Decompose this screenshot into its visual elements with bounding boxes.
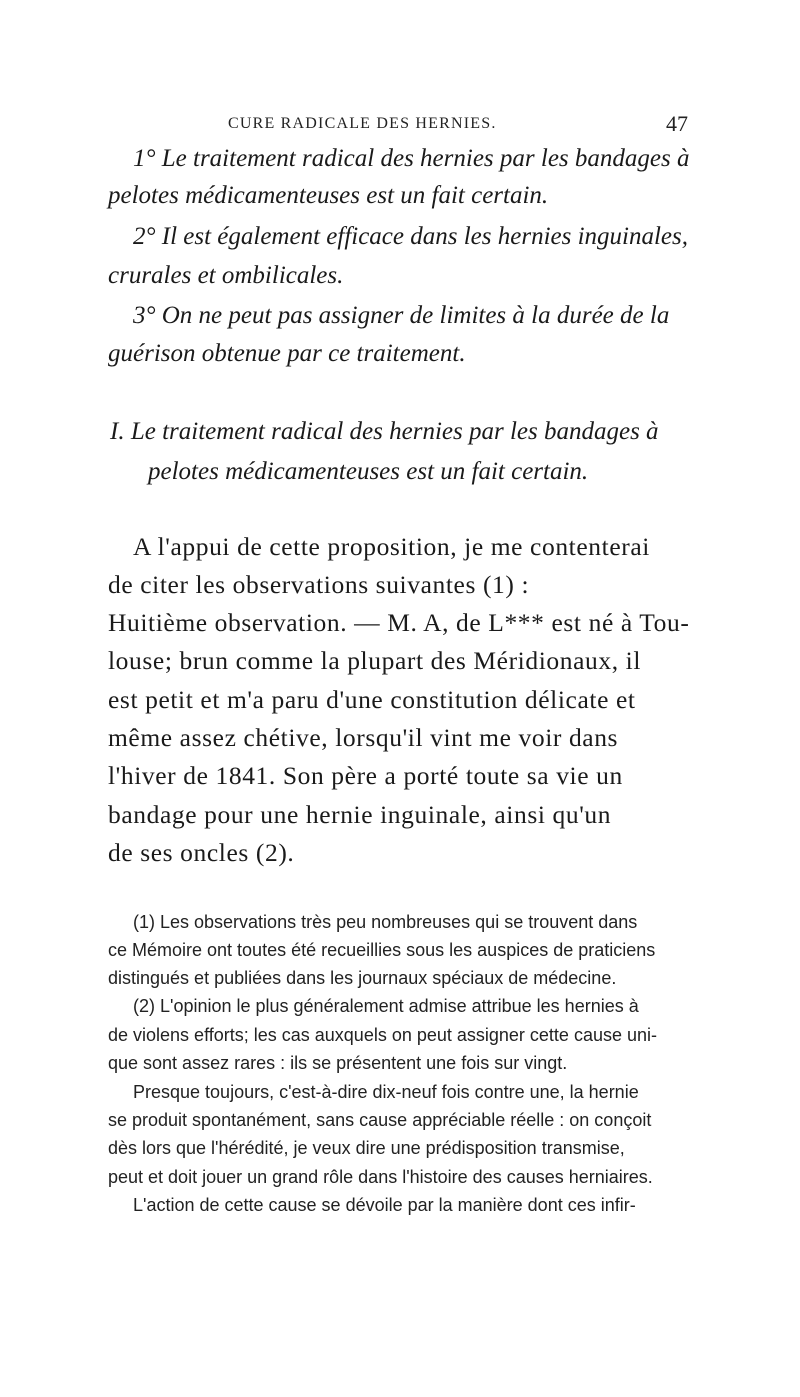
footnote-line-2: ce Mémoire ont toutes été recueillies sous les auspices de praticiens bbox=[108, 940, 656, 960]
footnote-line-3: distingués et publiées dans les journaux spéciaux de médecine. bbox=[108, 968, 617, 988]
conclusion-1-line-1: 1° Le traitement radical des hernies par les bandages à bbox=[133, 145, 690, 172]
footnote-line-4: (2) L'opinion le plus généralement admise attribue les hernies à bbox=[133, 996, 639, 1016]
footnote-line-5: de violens efforts; les cas auxquels on peut assigner cette cause uni- bbox=[108, 1025, 657, 1045]
section-heading-line-1: I. Le traitement radical des hernies par les bandages à bbox=[110, 418, 659, 445]
body-line-4: louse; brun comme la plupart des Méridionaux, il bbox=[108, 646, 642, 675]
running-head-title: CURE RADICALE DES HERNIES. bbox=[228, 115, 497, 132]
conclusion-1-line-2: pelotes médicamenteuses est un fait certain. bbox=[108, 182, 549, 209]
conclusion-3-line-2: guérison obtenue par ce traitement. bbox=[108, 340, 466, 367]
footnote-line-10: peut et doit jouer un grand rôle dans l'histoire des causes herniaires. bbox=[108, 1167, 653, 1187]
conclusion-2-line-2: crurales et ombilicales. bbox=[108, 262, 344, 289]
section-heading-line-2: pelotes médicamenteuses est un fait certain. bbox=[148, 458, 589, 485]
footnote-line-8: se produit spontanément, sans cause appréciable réelle : on conçoit bbox=[108, 1110, 652, 1130]
footnote-line-11: L'action de cette cause se dévoile par la manière dont ces infir- bbox=[133, 1195, 636, 1215]
conclusion-3-line-1: 3° On ne peut pas assigner de limites à la durée de la bbox=[133, 302, 670, 329]
body-line-9: de ses oncles (2). bbox=[108, 838, 295, 867]
body-line-3: Huitième observation. — M. A, de L*** est né à Tou- bbox=[108, 608, 690, 637]
footnote-line-7: Presque toujours, c'est-à-dire dix-neuf fois contre une, la hernie bbox=[133, 1082, 639, 1102]
footnote-line-9: dès lors que l'hérédité, je veux dire une prédisposition transmise, bbox=[108, 1138, 625, 1158]
footnote-line-1: (1) Les observations très peu nombreuses qui se trouvent dans bbox=[133, 912, 638, 932]
page-number: 47 bbox=[666, 111, 688, 136]
body-line-2: de citer les observations suivantes (1) : bbox=[108, 570, 530, 599]
footnote-line-6: que sont assez rares : ils se présentent une fois sur vingt. bbox=[108, 1053, 568, 1073]
body-line-5: est petit et m'a paru d'une constitution délicate et bbox=[108, 685, 636, 714]
body-line-1: A l'appui de cette proposition, je me contenterai bbox=[133, 532, 650, 561]
body-line-8: bandage pour une hernie inguinale, ainsi qu'un bbox=[108, 800, 612, 829]
body-line-7: l'hiver de 1841. Son père a porté toute sa vie un bbox=[108, 761, 623, 790]
body-line-6: même assez chétive, lorsqu'il vint me voir dans bbox=[108, 723, 619, 752]
conclusion-2-line-1: 2° Il est également efficace dans les hernies inguinales, bbox=[133, 223, 689, 250]
